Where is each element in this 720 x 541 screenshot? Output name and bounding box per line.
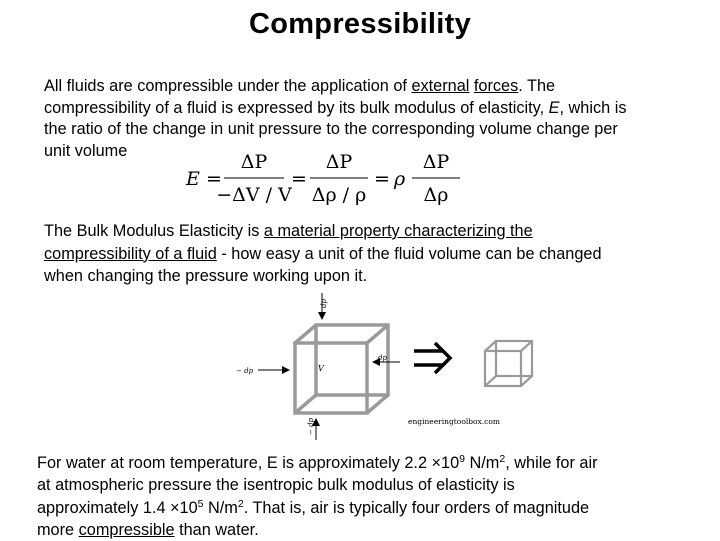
small-cube-icon [485,341,532,386]
eq-den-1: −ΔV / V [216,184,292,206]
eq-e: E [186,168,200,190]
intro-line-3: the ratio of the change in unit pressure to the corresponding volume change per [44,120,618,138]
eq-equals-1: = [206,168,222,190]
compressibility-link: compressibility of a fluid [44,244,217,263]
eq-den-3: Δρ [423,184,449,206]
eq-equals-3: = [374,168,390,190]
eq-rho: ρ [394,168,406,190]
compression-cube-figure [228,288,548,440]
material-property-link: a material property characterizing the [263,222,533,240]
compressible-link: compressible [78,520,175,539]
eq-equals-2: = [291,168,307,190]
left-dp-label: − dp [236,367,254,375]
top-dp-label: dp [320,299,328,308]
bulk-modulus-equation [182,150,482,208]
forces-link: forces [473,77,519,95]
eq-num-1: ΔP [240,151,268,173]
large-cube-icon [295,325,388,413]
figure-credit: engineeringtoolbox.com [408,417,500,426]
eq-den-2: Δρ / ρ [311,184,367,206]
right-dp-label: dp [378,354,387,362]
intro-line-4: unit volume [44,141,128,160]
eq-num-3: ΔP [422,151,450,173]
intro-line-1: All fluids are compressible under the application of external forces. The [44,77,556,95]
implies-arrow-icon [414,343,450,373]
page-title: Compressibility [248,8,472,40]
volume-label: V [318,364,324,373]
external-link: external [411,77,470,95]
eq-num-2: ΔP [325,151,353,173]
bottom-dp-label: − dp [307,417,315,435]
intro-line-2: compressibility of a fluid is expressed by its bulk modulus of elasticity, E, which is [44,98,627,117]
values-paragraph: For water at room temperature, E is approximately $2.2 \times 10^9$ $N/m^2$, while for air at atmospheric pressure the isentropic bulk modulus of elasticity is approximately $1.4 \times 10^5$ $N/m^2$. That is, air is typically four orders of magnitude more compressible than water. [37,453,598,539]
symbol-e: E [548,98,560,117]
bulk-modulus-paragraph: The Bulk Modulus Elasticity is a material property characterizing the compressibility of a fluid - how easy a unit of the fluid volume can be changed when changing the pressure working upon it. [44,222,602,285]
